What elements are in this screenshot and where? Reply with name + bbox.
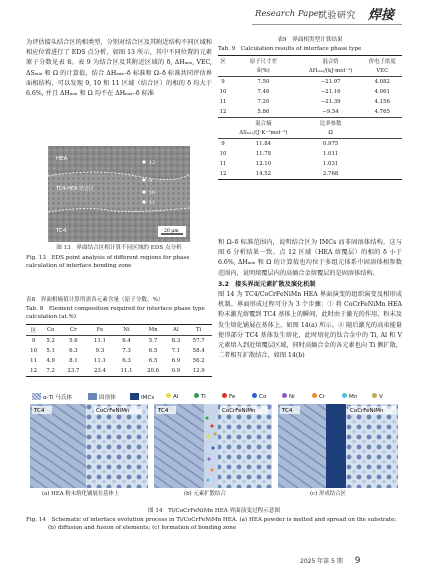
header-english-title: Research Paper — [255, 9, 323, 19]
table-cell: 58.4 — [192, 347, 205, 354]
journal-logo: 焊接 — [368, 8, 395, 23]
legend-item — [130, 393, 154, 401]
ni-dot — [282, 393, 287, 398]
table-cell: 6.5 — [148, 357, 158, 364]
table-8 — [26, 324, 212, 377]
table-cell: 10 — [30, 347, 37, 354]
table-cell: 14.52 — [255, 171, 272, 178]
panel-c-tc4-label: TC4 — [282, 408, 293, 414]
table9-empty-cell — [362, 149, 402, 159]
table-cell: 20.6 — [147, 367, 160, 374]
table-cell: 12.10 — [255, 161, 272, 168]
legend-item — [252, 393, 266, 400]
table-cell: 6.5 — [148, 347, 158, 354]
table9-header-row — [218, 56, 402, 67]
table-cell: 5.1 — [46, 347, 55, 354]
table9-header-cell — [218, 118, 228, 129]
table9-header-cell — [218, 128, 228, 139]
panel-b — [154, 404, 272, 488]
table9-header-cell: ΔHₘᵢₓ/(kJ·mol⁻¹) — [308, 68, 353, 75]
table8-header-cell: Mn — [148, 326, 158, 333]
table9-header-cell: ΔSₘᵢₓ/(J·K⁻¹mol⁻¹) — [239, 130, 288, 137]
table-cell: −21.16 — [320, 89, 341, 96]
eds-point-marker — [142, 178, 145, 181]
legend-label: Fe — [229, 394, 236, 400]
figure-13-micrograph — [26, 146, 212, 242]
table-row — [218, 107, 402, 118]
v-dot — [372, 393, 377, 398]
table9-header-cell: 混合熵 — [255, 121, 272, 128]
table9-header-cell — [218, 66, 228, 77]
table-cell: 23.7 — [67, 367, 80, 374]
table-cell: 6.3 — [69, 347, 78, 354]
eds-point-label: 10 — [149, 190, 156, 196]
ti-dot — [194, 393, 199, 398]
fig13-scale-label: 20 μm — [164, 229, 179, 234]
legend-label: Al — [173, 394, 179, 400]
table-cell: 9 — [31, 337, 36, 344]
eds-point-label: 9 — [149, 178, 153, 184]
table-cell: 5.2 — [46, 337, 55, 344]
table8-header-cell: Al — [173, 326, 179, 333]
fig14-caption-en-2: (b) diffusion and fusion of elements; (c) formation of bonding zone — [48, 525, 237, 532]
legend-label: 固溶体 — [99, 395, 116, 401]
table-cell: 10 — [219, 89, 227, 96]
legend-label: V — [379, 394, 383, 400]
table-cell: 0.9 — [171, 367, 181, 374]
fig13-hea-label: HEA — [56, 156, 68, 162]
table-cell: 1.031 — [322, 161, 339, 168]
legend-item — [88, 393, 116, 401]
table-cell: 11.78 — [255, 151, 272, 158]
header-rule — [252, 24, 402, 25]
table-cell: 4.9 — [46, 357, 55, 364]
table-cell: 6.9 — [171, 357, 181, 364]
table-cell: 9 — [221, 141, 225, 148]
table8-header-cell: Co — [46, 326, 55, 333]
table-row — [218, 149, 402, 159]
legend-label: Co — [259, 394, 267, 400]
co-dot — [252, 393, 257, 398]
legend-item — [312, 393, 325, 400]
table-cell: 4.156 — [374, 99, 390, 106]
header-chinese-title: 试验研究 — [318, 11, 357, 21]
fig14-subcaption-c: (c) 形成结合区 — [310, 491, 346, 497]
table9-empty-cell — [362, 159, 402, 169]
table-row — [218, 77, 402, 88]
cr-dot — [312, 393, 317, 398]
table-row — [26, 335, 212, 346]
left-column — [26, 38, 212, 99]
table-row — [218, 87, 402, 97]
table-cell: 11.1 — [93, 357, 106, 364]
eds-point-label: 11 — [149, 200, 156, 206]
table9-header-cell: 原子尺寸差 — [249, 59, 277, 66]
panel-b-hea-label: CoCrFeNiMn — [222, 408, 256, 414]
table-cell: 9.3 — [95, 347, 105, 354]
legend-label: Ti — [201, 394, 206, 400]
legend-label: Ni — [289, 394, 295, 400]
fig14-caption-cn: 图 14 Ti/CoCrFeNiMn HEA 界面演变过程示意图 — [148, 508, 280, 514]
table-cell: 11.1 — [93, 337, 106, 344]
table-cell: 6.4 — [122, 337, 131, 344]
legend-label: α-Ti 马氏体 — [43, 395, 73, 401]
table9-empty-cell — [362, 118, 402, 129]
table-cell: −21.97 — [320, 79, 341, 86]
legend-item — [166, 393, 178, 400]
panel-a-tc4-label: TC4 — [34, 408, 45, 414]
table9-empty-cell — [362, 128, 402, 139]
table9-header-cell: VEC — [376, 68, 389, 75]
legend-item — [282, 393, 295, 400]
table-cell: 12.9 — [192, 367, 205, 374]
panel-b-tc4-label: TC4 — [158, 408, 169, 414]
fig14-subcaption-a: (a) HEA 粉末熔化铺展在基体上 — [42, 491, 120, 497]
table-cell: 7.1 — [171, 347, 181, 354]
right-column-text — [218, 238, 402, 361]
table-9 — [218, 55, 402, 180]
table-row — [26, 346, 212, 356]
table8-header-cell: Ti — [196, 326, 202, 333]
table8-header-cell: Fe — [96, 326, 104, 333]
page-footer — [300, 556, 360, 566]
section-heading-3-2: 3.2 接头界面元素扩散及演化机制 — [218, 280, 316, 288]
table8-header-cell: 区 — [30, 327, 37, 334]
legend-item — [342, 393, 357, 400]
solid-solution-swatch — [88, 393, 97, 400]
mn-dot — [342, 393, 347, 398]
table9-empty-cell — [362, 139, 402, 150]
table-cell: 4.082 — [374, 79, 390, 86]
table-cell: 4.765 — [374, 109, 390, 116]
table8-header-cell: Cr — [70, 326, 77, 333]
imc-swatch — [130, 393, 139, 400]
legend-item — [194, 393, 206, 400]
fig13-zone-label: TC4-HEA 结合区 — [56, 186, 95, 192]
table-cell: 2.768 — [322, 171, 339, 178]
fig14-legend — [26, 391, 402, 403]
fig13-ti-label: TC4 — [56, 228, 67, 234]
table-cell: 5.86 — [257, 109, 270, 116]
table8-caption-cn: 表8 界面相熵值计算所需各元素含量（原子分数，%） — [26, 297, 164, 303]
figure-13 — [26, 146, 212, 270]
fig14-caption-en-1: Fig. 14 Schematic of interface evolution process in Ti/CoCrFeNiMn HEA. (a) HEA powder is melted and spread on the substrate; — [26, 516, 397, 523]
table9-header-cell: 区 — [220, 59, 226, 66]
table-9-block — [218, 36, 402, 180]
legend-item — [372, 393, 383, 400]
running-header — [0, 0, 427, 30]
table-cell: 12 — [219, 109, 227, 116]
panel-a — [30, 404, 148, 488]
table-cell: 5.6 — [69, 337, 78, 344]
table9-header-cell: Ω — [328, 130, 333, 137]
table-cell: 11.84 — [255, 141, 272, 148]
table-row — [26, 366, 212, 377]
table-cell: −9.54 — [322, 109, 339, 116]
table-cell: −21.39 — [320, 99, 341, 106]
table-cell: 11 — [219, 99, 227, 106]
legend-label: Cr — [319, 394, 326, 400]
table-cell: 56.2 — [192, 357, 205, 364]
fig13-caption-cn: 图 13 界面结合区相计算不同区域的 EDS 点分析 — [56, 245, 182, 251]
eds-point-marker — [142, 190, 145, 193]
panel-a-hea-label: CoCrFeNiMn — [96, 408, 130, 414]
table9-header-cell: 比率参数 — [319, 121, 342, 128]
table9-header-row — [218, 66, 402, 77]
table-row — [26, 356, 212, 366]
fe-dot — [222, 393, 227, 398]
panel-c — [278, 404, 398, 488]
table9-header-row — [218, 128, 402, 139]
table-cell: 11.1 — [120, 367, 133, 374]
page-number: 9 — [354, 556, 361, 566]
table-cell: 7.3 — [122, 347, 131, 354]
figure-14 — [26, 391, 402, 503]
table-cell: 0.975 — [322, 141, 339, 148]
table-cell: 23.4 — [93, 367, 106, 374]
legend-label: Mn — [349, 394, 358, 400]
table-cell: 4.061 — [374, 89, 390, 96]
fig13-caption-en: Fig. 13 EDS point analysis of different regions for phase calculation of interface bonding zone — [26, 254, 190, 270]
fig14-schematic — [26, 404, 402, 488]
table9-caption-cn: 表9 界面相类型计算结果 — [277, 37, 343, 43]
fig14-caption — [26, 507, 402, 533]
table-row — [218, 97, 402, 107]
table9-header-cell: δ(%) — [257, 68, 270, 75]
legend-item — [222, 393, 235, 400]
body-paragraph-2: 和 Ω–δ 标准范围内，说明结合区为 IMCs 而非固溶体结构，这与图 6 分析结果一致。点 12 区域（HEA 熔覆层）的相的 δ 小于 6.6%, ΔHₘᵢₓ 和 Ω 的计算值也均位于多组元体系中固溶体相参数范围内，说明熔覆层内的高熵合金熔覆层的是固溶体结构。 — [218, 239, 402, 277]
issue-label: 2025 年第 5 期 — [300, 558, 343, 565]
table-row — [218, 159, 402, 169]
table-row — [218, 139, 402, 150]
table8-caption-en: Tab. 8 Element composition required for interface phase type calculation (at.%) — [26, 305, 205, 321]
table9-header-cell: 价电子浓度 — [368, 59, 396, 66]
table9-header-cell: 混合焓 — [322, 59, 339, 66]
table-cell: 8.3 — [171, 337, 181, 344]
table9-header-row — [218, 118, 402, 129]
table-cell: 7.50 — [257, 79, 270, 86]
table8-header-cell: Ni — [123, 326, 130, 333]
table-8-block — [26, 296, 212, 377]
body-paragraph-3: 图 14 为 TC4/CoCrFeNiMn HEA 界面演变的组织演变及相形成机制。界面形成过程可分为 3 个步骤：① 将 CoCrFeNiMn HEA 粉末激光熔覆到 TC4 基体上的瞬间，此时由于激光的作用，粉末及发生熔化铺展在基体上，如图 14(a) 所示。② 随后激光的高束能量使得部分 TC4 基体发生熔化，此时熔化的钛合金中的 Ti, Al 和 V 元素熔入到近熔覆层区域，同时高熵合金的各元素也向 Ti 侧扩散，二者相互扩散结合，如图 14(b) — [218, 291, 402, 360]
table-cell: 12 — [30, 367, 37, 374]
table-cell: 1.011 — [322, 151, 339, 158]
body-paragraph-1: 为评估接头结合区的相类型，分别对结合区及其附近结构不同区域和相应位置进行了 EDS 点分析，如图 13 所示，其中不同位置的元素原子分数见表 8。表 9 为结合区及其附近区域的 δ, ΔHₘᵢₓ, VEC, ΔSₘᵢₓ 和 Ω 的计算值，结合 ΔHₘᵢₓ–δ 标准和 Ω–δ 标准共同评估界面相结构，可以发现 9, 10 和 11 区域（结合区）的相的 δ 均大于 6.6%, 并且 ΔHₘᵢₓ 和 Ω 均不在 ΔHₘᵢₓ–δ 标准 — [26, 39, 212, 98]
table-cell: 9 — [221, 79, 225, 86]
eds-point-marker — [142, 200, 145, 203]
table-row — [218, 169, 402, 180]
legend-item — [32, 393, 72, 401]
fig14-subcaption-b: (b) 元素扩散结合 — [184, 491, 226, 497]
table-cell: 57.7 — [192, 337, 205, 344]
table9-caption-en: Tab. 9 Calculation results of interface phase type — [218, 45, 362, 52]
table-cell: 7.2 — [46, 367, 55, 374]
panel-c-hea-label: CoCrFeNiMn — [350, 408, 384, 414]
table9-empty-cell — [362, 169, 402, 180]
eds-point-label: 12 — [149, 160, 156, 166]
legend-label: IMCs — [141, 395, 155, 401]
table-cell: 7.46 — [257, 89, 270, 96]
table-cell: 11 — [30, 357, 37, 364]
table-cell: 5.7 — [148, 337, 158, 344]
martensite-swatch — [32, 393, 41, 400]
table-cell: 10 — [219, 151, 227, 158]
table-cell: 12 — [219, 171, 227, 178]
al-dot — [166, 393, 171, 398]
table-cell: 7.20 — [257, 99, 270, 106]
table-cell: 8.1 — [69, 357, 78, 364]
eds-point-marker — [142, 160, 145, 163]
table8-header-row — [26, 324, 212, 335]
table-cell: 6.3 — [122, 357, 131, 364]
table-cell: 11 — [219, 161, 227, 168]
